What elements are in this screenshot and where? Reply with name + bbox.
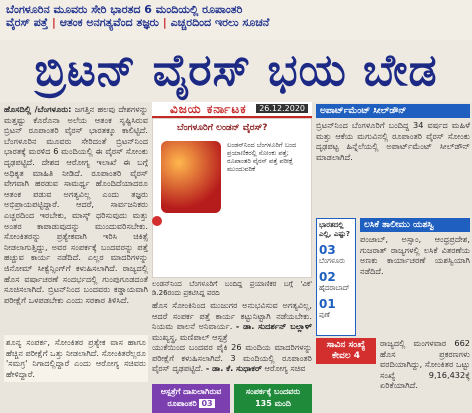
hospitalised-box	[152, 384, 230, 413]
quote-1-text: ಹೊಸ ಸೋಂಕಿನಿಂದ ಮುಜುಗರ ಅನುಭವಿಸುವ ಅಗತ್ಯವಿಲ್ಲ, ಆದರೆ ಸಂಪರ್ಕ ಪತ್ತೆ ಕಾರ್ಯ ಕಟ್ಟುನಿಟ್ಟಾಗಿ ನಡೆಯಬೇಕು. ನಿಯಮ ಪಾಲನೆ ಅನಿವಾರ್ಯ.	[152, 300, 312, 332]
stats-title: ಭಾರತದಲ್ಲಿ ಎಲ್ಲಿ, ಎಷ್ಟು?	[319, 221, 350, 238]
vaccine-dryrun-title: ಲಸಿಕೆ ತಾಲೀಮು ಯಶಸ್ವಿ	[360, 218, 470, 232]
virus-image	[161, 141, 221, 213]
strap-line-2	[6, 16, 466, 29]
vaccine-dryrun-text: ಪಂಜಾಬ್, ಅಸ್ಸಾಂ, ಆಂಧ್ರಪ್ರದೇಶ, ಗುಜರಾತ್ ರಾಜ್ಯಗಳಲ್ಲಿ ಲಸಿಕೆ ವಿತರಣೆಯ ಅಣಕು ಕಾರ್ಯಾಚರಣೆ ಯಶಸ್ವಿಯಾಗಿ ನಡೆದಿದೆ.	[360, 234, 470, 276]
contacts-box	[234, 384, 312, 413]
stat-label: ಪುಣೆ	[319, 311, 330, 319]
inset-title: ಬೆಂಗಳೂರಿಗೆ ಲಂಡನ್ ವೈರಸ್?	[177, 123, 268, 133]
hospitalised-label-text: ರೂಪಾಂತರಿ	[167, 399, 197, 408]
quote-2	[152, 342, 312, 384]
strap-text-1: ಬೆಂಗಳೂರಿನ ಮೂವರು ಸೇರಿ ಭಾರತದ 6 ಮಂದಿಯಲ್ಲಿ ರೂಪಾಂತರಿ	[6, 3, 243, 16]
stat-item	[317, 295, 355, 322]
strap-line-1	[6, 3, 466, 16]
newspaper-masthead	[152, 102, 312, 118]
contacts-unit: ಮಂದಿ	[274, 399, 291, 408]
stat-number: 03	[319, 243, 336, 257]
clipping-date: 26.12.2020	[256, 104, 308, 113]
india-stats-box	[316, 218, 356, 336]
apartment-sealdown-text: ಬ್ರಿಟನ್‌ನಿಂದ ಬೆಂಗಳೂರಿಗೆ ಬಂದಿದ್ದ 34 ವರ್ಷದ ಮಹಿಳೆ ಮತ್ತು ಆಕೆಯ ಮಗುವಿನಲ್ಲಿ ರೂಪಾಂತರಿ ವೈರಸ್ ಸೋಂಕು ದೃಢಪಟ್ಟ ಹಿನ್ನೆಲೆಯಲ್ಲಿ ಅಪಾರ್ಟ್‌ಮೆಂಟ್ ಸೀಲ್‌ಡೌನ್ ಮಾಡಲಾಗಿದೆ.	[316, 120, 470, 162]
clipping-inset	[152, 118, 312, 278]
article-body: ಜಗತ್ತಿನ ಹಲವು ದೇಶಗಳನ್ನು ಮತ್ತಷ್ಟು ಕೊರೊನಾ ಅಲೆಯ ಆತಂಕ ಸೃಷ್ಟಿಸಿರುವ ಬ್ರಿಟನ್ ರೂಪಾಂತರಿ ವೈರಸ್ ಭಾರತಕ್ಕೂ ಕಾಲಿಟ್ಟಿದೆ. ಬೆಂಗಳೂರಿನ ಮೂವರು ಸೇರಿದಂತೆ ಬ್ರಿಟನ್‌ನಿಂದ ಭಾರತಕ್ಕೆ ಮರಳಿದ 6 ಮಂದಿಯಲ್ಲಿ ಈ ವೈರಸ್ ಸೋಂಕು ದೃಢಪಟ್ಟಿದೆ. ದೇಶದ ಆರೋಗ್ಯ ಇಲಾಖೆ ಈ ಬಗ್ಗೆ ಅಧಿಕೃತ ಮಾಹಿತಿ ನೀಡಿದೆ. ರೂಪಾಂತರಿ ವೈರಸ್ ವೇಗವಾಗಿ ಹರಡುವ ಸಾಮರ್ಥ್ಯ ಹೊಂದಿದೆಯಾದರೂ ಆತಂಕ ಪಡುವ ಅಗತ್ಯವಿಲ್ಲ ಎಂದು ತಜ್ಞರು ಅಭಿಪ್ರಾಯಪಟ್ಟಿದ್ದಾರೆ. ಆದರೆ, ಸಾರ್ವಜನಿಕರು ಎಚ್ಚರದಿಂದ ಇರಬೇಕು, ಮಾಸ್ಕ್ ಧರಿಸುವುದು ಮತ್ತು ಅಂತರ ಕಾಪಾಡುವುದನ್ನು ಮುಂದುವರಿಸಬೇಕು. ಸೋಂಕಿತರನ್ನು ಪ್ರತ್ಯೇಕವಾಗಿ ಇರಿಸಿ ಚಿಕಿತ್ಸೆ ನೀಡಲಾಗುತ್ತಿದ್ದು, ಅವರ ಸಂಪರ್ಕಕ್ಕೆ ಬಂದವರನ್ನು ಪತ್ತೆ ಹಚ್ಚುವ ಕಾರ್ಯ ನಡೆದಿದೆ. ಎಲ್ಲರ ಮಾದರಿಗಳನ್ನು ಜಿನೋಮ್ ಸೀಕ್ವೆನ್ಸಿಂಗ್‌ಗೆ ಕಳುಹಿಸಲಾಗಿದೆ. ರಾಜ್ಯದಲ್ಲಿ ಹೊಸ ವರ್ಷಾಚರಣೆ ಸಂದರ್ಭದಲ್ಲಿ ಗುಂಪುಗೂಡದಂತೆ ಸೂಚಿಸಲಾಗಿದೆ. ಬ್ರಿಟನ್‌ನಿಂದ ಬಂದವರು ಕಡ್ಡಾಯವಾಗಿ ಪರೀಕ್ಷೆಗೆ ಒಳಪಡಬೇಕು ಎಂದು ಸರಕಾರ ತಿಳಿಸಿದೆ.	[4, 104, 149, 305]
strap-text-2: ವೈರಸ್ ಪತ್ತೆ	[6, 16, 48, 29]
clipping-caption: ಲಂಡನ್‌ನಿಂದ ಬೆಂಗಳೂರಿಗೆ ಬಂದಿದ್ದ ಪ್ರಯಾಣಿಕರ ಬಗ್ಗೆ 'ವಿಕ' ಡಿ.26ರಂದು ಪ್ರಕಟಿಸಿದ್ದ ವರದಿ	[152, 280, 312, 297]
quote-1-author: - ಡಾ. ಸುದರ್ಶನ್ ಬಲ್ಲಾಳ್	[235, 321, 313, 332]
strap-text-4: ಎಚ್ಚರದಿಂದ ಇರಲು ಸೂಚನೆ	[170, 16, 270, 29]
death-count-box: ಸಾವಿನ ಸಂಖ್ಯೆ ಕೇವಲ 4	[316, 338, 376, 364]
death-count-text: ರಾಜ್ಯದಲ್ಲಿ ಮಂಗಳವಾರ 662 ಹೊಸ ಪ್ರಕರಣಗಳು ವರದಿಯಾಗಿದ್ದು, ಸೋಂಕಿತರ ಒಟ್ಟು ಸಂಖ್ಯೆ 9,16,432ಕ್ಕೆ ಏರಿಕೆಯಾಗಿದೆ.	[380, 338, 470, 391]
main-headline: ಬ್ರಿಟನ್ ವೈರಸ್ ಭಯ ಬೇಡ	[0, 40, 472, 102]
stat-number: 02	[319, 270, 336, 284]
vijaya-karnataka-logo: ವಿಜಯ ಕರ್ನಾಟಕ	[170, 102, 247, 116]
stat-item	[317, 268, 355, 295]
quote-1	[152, 300, 312, 342]
hospitalised-label-2	[152, 398, 230, 410]
left-sidebar-note	[4, 335, 148, 382]
hospitalised-number: 03	[201, 399, 213, 408]
strap-separator: |	[162, 16, 167, 29]
quote-2-author: - ಡಾ. ಕೆ. ಸುಧಾಕರ್	[205, 363, 262, 374]
stat-item	[317, 241, 355, 268]
top-strapline	[0, 0, 472, 40]
apartment-sealdown-title: ಅಪಾರ್ಟ್‌ಮೆಂಟ್ ಸೀಲ್‌ಡೌನ್	[316, 104, 470, 118]
contacts-label-1: ಸಂಪರ್ಕಕ್ಕೆ ಬಂದವರು	[245, 387, 301, 396]
hospitalised-label-1: ಆಸ್ಪತ್ರೆಗೆ ದಾಖಲಾಗಿರುವ	[160, 387, 222, 396]
dateline: ಹೊಸದಿಲ್ಲಿ /ಬೆಂಗಳೂರು:	[4, 104, 72, 114]
quote-bullet-icon	[152, 216, 162, 226]
strap-separator: |	[51, 16, 56, 29]
inset-text: ಲಂಡನ್‌ನಿಂದ ಬೆಂಗಳೂರಿಗೆ ಬಂದ ಪ್ರಯಾಣಿಕರಲ್ಲಿ ಸೋಂಕು ಪತ್ತೆ; ರೂಪಾಂತರಿ ವೈರಸ್ ಪತ್ತೆ ಪರೀಕ್ಷೆ ಮುಂದುವರಿಕೆ	[227, 141, 297, 173]
quote-2-role: ಆರೋಗ್ಯ ಸಚಿವ	[264, 363, 306, 374]
sidebar-text: ಶೂನ್ಯ ಸಂಪರ್ಕ, ಸೋಂಕಿತರ ಪ್ರತ್ಯೇಕ ವಾಸ ಹಾಗೂ ಹೆಚ್ಚಿನ ಪರೀಕ್ಷೆಗೆ ಒತ್ತು ನೀಡಲಾಗಿದೆ. ಸೋಂಕಿತರೆಲ್ಲರೂ 'ಸಮಗ್ರ' ನಿಗಾದಲ್ಲಿದ್ದಾರೆ ಎಂದು ಆರೋಗ್ಯ ಸಚಿವರು ಹೇಳಿದ್ದಾರೆ.	[6, 337, 146, 379]
strap-text-3: ಆತಂಕ ಅನಗತ್ಯವೆಂದ ತಜ್ಞರು	[59, 16, 159, 29]
quote-1-role: ಮುಖ್ಯಸ್ಥ, ಮಣಿಪಾಲ್ ಆಸ್ಪತ್ರೆ	[152, 331, 228, 342]
contacts-label-2	[234, 398, 312, 410]
contacts-number: 135	[255, 399, 272, 408]
quote-2-text: ಯುಕೆಯಿಂದ ಬಂದವರ ಪೈಕಿ 26 ಮಂದಿಯ ಮಾದರಿಗಳನ್ನು ಪರೀಕ್ಷೆಗೆ ಕಳುಹಿಸಲಾಗಿದೆ. 3 ಮಂದಿಯಲ್ಲಿ ರೂಪಾಂತರಿ ವೈರಸ್ ದೃಢಪಟ್ಟಿದೆ.	[152, 342, 312, 374]
stat-label: ಹೈದರಾಬಾದ್	[319, 284, 350, 292]
stat-number: 01	[319, 297, 336, 311]
stat-label: ಬೆಂಗಳೂರು	[319, 257, 346, 265]
